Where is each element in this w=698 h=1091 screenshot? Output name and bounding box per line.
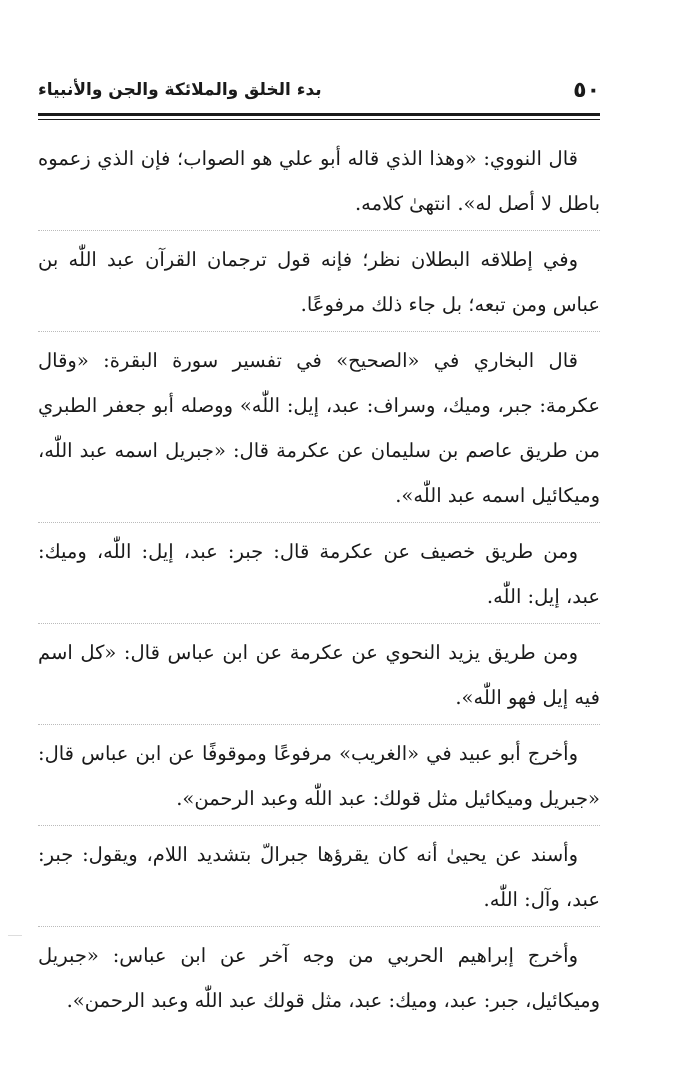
page-number: ٥٠ [573,78,600,103]
paragraph: ومن طريق يزيد النحوي عن عكرمة عن ابن عباس قال: «كل اسم فيه إيل فهو اللّٰه». [38,641,600,709]
paragraph: ومن طريق خصيف عن عكرمة قال: جبر: عبد، إيل: اللّٰه، وميك: عبد، إيل: اللّٰه. [38,540,600,608]
header-rule-thin [38,119,600,120]
margin-mark [8,935,22,936]
paragraph: وأخرج إبراهيم الحربي من وجه آخر عن ابن عباس: «جبريل وميكائيل، جبر: عبد، وميك: عبد، مثل قولك عبد اللّٰه وعبد الرحمن». [38,944,600,1012]
paragraph: قال البخاري في «الصحيح» في تفسير سورة البقرة: «وقال عكرمة: جبر، وميك، وسراف: عبد، إيل: اللّٰه» ووصله أبو جعفر الطبري من طريق عاصم بن سليمان عن عكرمة قال: «جبريل اسمه عبد اللّٰه، وميكائيل اسمه عبد اللّٰه». [38,349,600,507]
paragraph: وفي إطلاقه البطلان نظر؛ فإنه قول ترجمان القرآن عبد اللّٰه بن عباس ومن تبعه؛ بل جاء ذلك مرفوعًا. [38,248,600,316]
body-text [38,130,600,1027]
paragraph: قال النووي: «وهذا الذي قاله أبو علي هو الصواب؛ فإن الذي زعموه باطل لا أصل له». انتهىٰ كلامه. [38,147,600,215]
running-title: بدء الخلق والملائكة والجن والأنبياء [38,80,322,100]
paragraph: وأسند عن يحيىٰ أنه كان يقرؤها جبرالّ بتشديد اللام، ويقول: جبر: عبد، وآل: اللّٰه. [38,843,600,911]
paragraph: وأخرج أبو عبيد في «الغريب» مرفوعًا وموقوفًا عن ابن عباس قال: «جبريل وميكائيل مثل قولك: عبد اللّٰه وعبد الرحمن». [38,742,600,810]
page-header [38,74,600,110]
header-rule-thick [38,113,600,116]
